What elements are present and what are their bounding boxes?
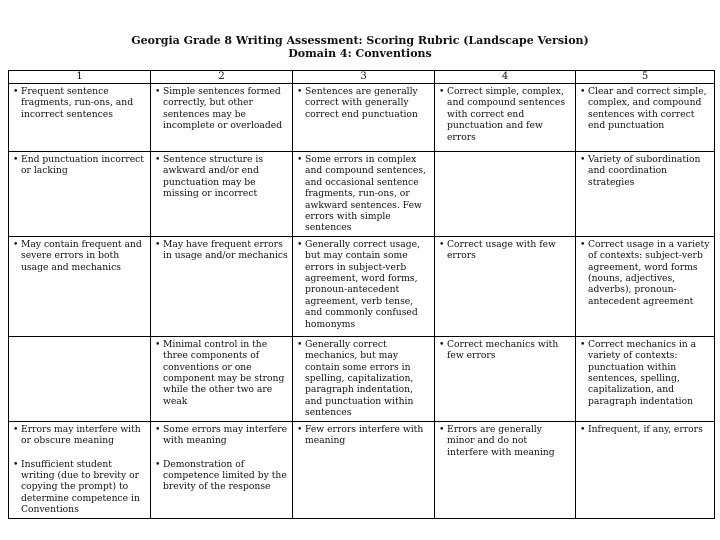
criterion-item: [293, 337, 434, 421]
column-header: 2: [151, 71, 293, 84]
table-cell: [293, 84, 435, 152]
bullet-icon: •: [297, 86, 303, 97]
bullet-icon: •: [439, 338, 445, 350]
bullet-icon: •: [580, 338, 586, 350]
criterion-text: Errors may interfere with or obscure meaning: [21, 423, 141, 447]
criterion-text: Clear and correct simple, complex, and compound sentences with correct end punctuation: [588, 86, 707, 132]
bullet-icon: •: [13, 238, 19, 250]
bullet-icon: •: [580, 154, 586, 165]
criterion-item: [151, 337, 292, 409]
criterion-text: Few errors interfere with meaning: [305, 423, 424, 447]
bullet-icon: •: [13, 86, 19, 97]
criterion-text: Simple sentences formed correctly, but other sentences may be incomplete or overloaded: [163, 86, 283, 132]
header-row: [9, 71, 715, 84]
table-row: [9, 336, 715, 421]
criterion-item: [293, 84, 434, 122]
bullet-icon: •: [439, 238, 445, 250]
bullet-icon: •: [155, 338, 161, 350]
criterion-item: [151, 422, 292, 449]
column-header: 3: [293, 71, 435, 84]
table-cell: [576, 152, 715, 237]
criterion-text: Demonstration of competence limited by the brevity of the response: [163, 458, 287, 493]
table-cell: [576, 421, 715, 518]
criterion-item: [435, 237, 575, 264]
bullet-icon: •: [155, 154, 161, 165]
criterion-item: [293, 152, 434, 236]
bullet-icon: •: [439, 423, 445, 435]
criterion-text: Frequent sentence fragments, run-ons, and incorrect sentences: [21, 86, 134, 120]
criterion-item: [151, 84, 292, 134]
criterion-text: Sentence structure is awkward and/or end punctuation may be missing or incorrect: [163, 154, 264, 200]
criterion-text: Correct mechanics with few errors: [447, 338, 559, 362]
criterion-item: [9, 457, 150, 518]
table-cell: [151, 84, 293, 152]
criterion-item: [151, 457, 292, 495]
bullet-icon: •: [155, 86, 161, 97]
page-title: Georgia Grade 8 Writing Assessment: Scoring Rubric (Landscape Version): [131, 34, 589, 47]
criterion-text: Some errors may interfere with meaning: [163, 423, 288, 447]
table-row: [9, 421, 715, 518]
criterion-item: [576, 237, 714, 309]
criterion-text: Sentences are generally correct with generally correct end punctuation: [305, 86, 418, 120]
criterion-item: [9, 152, 150, 179]
criterion-item: [435, 84, 575, 145]
bullet-icon: •: [580, 423, 586, 435]
bullet-icon: •: [13, 154, 19, 165]
criterion-item: [151, 152, 292, 202]
criterion-text: Some errors in complex and compound sentences, and occasional sentence fragments, run-ons, or awkward sentences. Few errors with simple sentences: [305, 154, 426, 234]
column-header: 5: [576, 71, 715, 84]
rubric-body: [9, 84, 715, 519]
bullet-icon: •: [439, 86, 445, 97]
criterion-text: End punctuation incorrect or lacking: [21, 154, 144, 177]
criterion-item: [576, 84, 714, 134]
bullet-icon: •: [297, 423, 303, 435]
criterion-item: [293, 422, 434, 449]
table-cell: [435, 152, 576, 237]
table-cell: [9, 336, 151, 421]
criterion-text: Correct usage in a variety of contexts: subject-verb agreement, word forms (nouns, adjectives, adverbs), pronoun-antecedent agreement: [588, 238, 710, 307]
criterion-item: [576, 152, 714, 190]
page-subtitle: Domain 4: Conventions: [288, 47, 432, 60]
table-cell: [293, 336, 435, 421]
bullet-icon: •: [580, 86, 586, 97]
table-cell: [151, 236, 293, 336]
table-cell: [9, 236, 151, 336]
criterion-item: [435, 422, 575, 460]
table-row: [9, 84, 715, 152]
table-cell: [576, 236, 715, 336]
criterion-text: Insufficient student writing (due to brevity or copying the prompt) to determine competence in Conventions: [21, 458, 140, 516]
table-cell: [293, 421, 435, 518]
table-cell: [435, 236, 576, 336]
table-row: [9, 236, 715, 336]
criterion-item: [576, 422, 714, 437]
table-cell: [293, 236, 435, 336]
bullet-icon: •: [297, 338, 303, 350]
criterion-text: Correct usage with few errors: [447, 238, 556, 262]
table-cell: [151, 336, 293, 421]
criterion-text: Infrequent, if any, errors: [588, 423, 703, 435]
rubric-table: [8, 70, 715, 519]
table-cell: [576, 84, 715, 152]
table-cell: [151, 421, 293, 518]
bullet-icon: •: [155, 458, 161, 470]
bullet-icon: •: [155, 423, 161, 435]
bullet-icon: •: [155, 238, 161, 250]
table-cell: [435, 421, 576, 518]
bullet-icon: •: [297, 154, 303, 165]
criterion-text: Generally correct mechanics, but may contain some errors in spelling, capitalization, paragraph indentation, and punctuation within sentences: [305, 338, 414, 419]
criterion-item: [9, 422, 150, 449]
criterion-text: May contain frequent and severe errors in both usage and mechanics: [21, 238, 142, 273]
criterion-text: Variety of subordination and coordination strategies: [588, 154, 701, 188]
bullet-icon: •: [13, 458, 19, 470]
table-cell: [576, 336, 715, 421]
table-row: [9, 152, 715, 237]
criterion-text: Generally correct usage, but may contain some errors in subject-verb agreement, word forms, pronoun-antecedent agreement, verb tense, and commonly confused homonyms: [305, 238, 420, 330]
table-cell: [9, 421, 151, 518]
criterion-text: Correct simple, complex, and compound sentences with correct end punctuation and few errors: [447, 86, 566, 143]
table-cell: [293, 152, 435, 237]
criterion-text: May have frequent errors in usage and/or mechanics: [163, 238, 288, 262]
table-cell: [435, 84, 576, 152]
bullet-icon: •: [580, 238, 586, 250]
table-cell: [151, 152, 293, 237]
column-header: 1: [9, 71, 151, 84]
table-cell: [9, 152, 151, 237]
criterion-item: [293, 237, 434, 332]
criterion-item: [151, 237, 292, 264]
bullet-icon: •: [297, 238, 303, 250]
criterion-item: [9, 237, 150, 275]
criterion-text: Correct mechanics in a variety of contexts: punctuation within sentences, spelling, capitalization, and paragraph indentation: [588, 338, 697, 407]
criterion-text: Minimal control in the three components of conventions or one component may be strong while the other two are weak: [163, 338, 285, 407]
bullet-icon: •: [13, 423, 19, 435]
criterion-item: [9, 84, 150, 122]
criterion-item: [435, 337, 575, 364]
criterion-text: Errors are generally minor and do not interfere with meaning: [447, 423, 555, 458]
column-header: 4: [435, 71, 576, 84]
criterion-item: [576, 337, 714, 409]
table-cell: [435, 336, 576, 421]
table-cell: [9, 84, 151, 152]
